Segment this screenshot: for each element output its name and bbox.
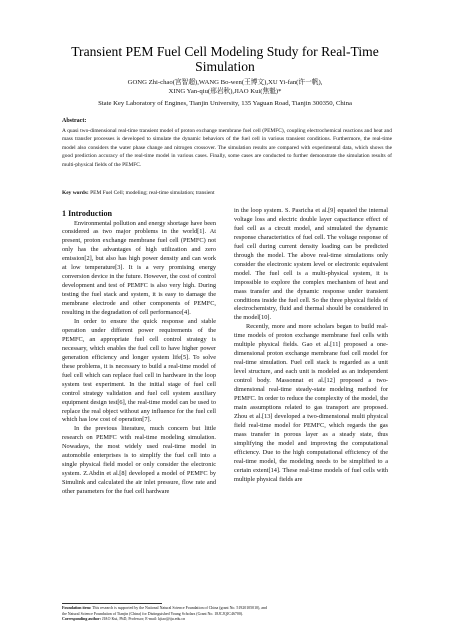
footnote-divider — [62, 603, 162, 604]
keywords-text: PEM Fuel Cell; modeling; real-time simulation; transient — [88, 190, 215, 196]
paper-title: Transient PEM Fuel Cell Modeling Study for Real-Time Simulation — [71, 44, 379, 74]
footnote-text: JIAO Kui, PhD, Professor; E-mail: kjiao@tju.edu.cn — [100, 616, 186, 622]
paragraph: in the loop system. S. Pasricha et al.[9] equated the internal voltage loss and electric double layer capacitance effect of fuel cell as a circuit model, and simulated the dynamic response characteristics of fuel cell. The voltage response of fuel cell during current density loading can be predicted through the model. The above real-time simulations only consider the electronic system level or electronic equivalent model. The fuel cell is a multi-physical system, it is impossible to explore the complex mechanism of heat and mass transfer and the dynamic response under transient conditions inside the fuel cell. So the three physical fields of electrochemistry, fluid and thermal should be considered in the model[10]. — [234, 207, 388, 322]
author-list — [40, 78, 410, 97]
affiliation: State Key Laboratory of Engines, Tianjin University, 135 Yaguan Road, Tianjin 300350, China — [98, 99, 352, 107]
author-line-2: XING Yan-qiu(邢岩秋),JIAO Kui(焦魁)* — [168, 88, 282, 96]
abstract-text: A quasi two-dimensional real-time transient model of proton exchange membrane fuel cell (PEMFC), coupling electrochemical reactions and heat and mass transfer processes is developed to simulate the dynamic behaviors of the fuel cell in various transient conditions. Furthermore, the real-time model also considers the water phase change and nitrogen crossover. The simulation results are compared with experimental data, which shows the good prediction accuracy of the real-time model in various cases. Finally, some cases are conducted to further demonstrate the simulation results of multi-physical fields of the PEMFC. — [62, 127, 392, 168]
footnote-line-2: the Natural Science Foundation of Tianjin (China) for Distinguished Young Scholars (Grant No. 18JCJQJC46700). — [62, 610, 244, 616]
right-column — [234, 207, 388, 485]
keywords-label: Key words: — [62, 190, 89, 196]
paragraph: Recently, more and more scholars began to build real-time models of proton exchange membrane fuel cells with multiple physical fields. Gao et al.[11] proposed a one-dimensional proton exchange membrane fuel cell model for real-time simulation. Fuel cell stack is regarded as a unit level structure, and each unit is modeled as an independent control body. Massonnat et al.[12] proposed a two-dimensional real-time steady-state modeling method for PEMFC. In order to reduce the complexity of the model, the main assumptions related to gas transport are proposed. Zhou et al.[13] developed a two-dimensional multi physical field real-time model for PEMFC, which regards the gas mass transfer in porous layer as a steady state, thus simplifying the model and improving the computational efficiency. Due to the high computational efficiency of the real-time model, the modeling needs to be simplified to a certain extent[14]. These real-time models of fuel cells with multiple physical fields are — [234, 323, 388, 483]
paragraph: Environmental pollution and energy shortage have been considered as two major problems in the world[1]. At present, proton exchange membrane fuel cell (PEMFC) not only has the advantages of high utilization and zero emission[2], but also has high power density and can work at low temperature[3]. It is a very promising energy conversion device in the future. However, the cost of control development and test of PEMFC is also very high. During testing the fuel stack and system, it is easy to damage the membrane electrode and other components of PEMFC, resulting in the degradation of cell performance[4]. — [62, 219, 216, 317]
keywords — [62, 189, 392, 197]
left-column — [62, 208, 216, 497]
abstract-heading: Abstract: — [62, 118, 87, 124]
section-heading-introduction: 1 Introduction — [62, 209, 112, 218]
paragraph: In the previous literature, much concern but little research on PEMFC with real-time modeling simulation. Nowadays, the most widely used real-time model in automobile enterprises is to simplify the fuel cell into a single physical field model or only consider the electronic system. Z.Abdin et al.[8] developed a model of PEMFC by Simulink and calculated the air inlet pressure, flow rate and other parameters for the fuel cell hardware — [62, 425, 216, 496]
footnote-label-foundation: Foundation item: — [62, 605, 92, 610]
footnote-text: This research is supported by the National Natural Science Foundation of China (grant No. 51920105010), and — [91, 605, 267, 610]
author-line-1: GONG Zhi-chao(宫智超),WANG Bo-wen(王博文),XU Yi-fan(许一帆), — [127, 79, 323, 86]
paragraph: In order to ensure the quick response and stable operation under different power requirements of the PEMFC, an appropriate fuel cell control strategy is necessary, which enables the fuel cell to have higher power generation efficiency and longer system life[5]. To solve these problems, it is necessary to build a real-time model of fuel cell which can replace fuel cell in hardware in the loop system test experiment. In the initial stage of fuel cell control strategy validation and fuel cell system auxiliary equipment design test[6], the real-time model can be used to replace the real object without any influence for the fuel cell which has low cost of operation[7]. — [62, 317, 216, 424]
footnote — [62, 605, 402, 622]
footnote-label-corresponding: Corresponding author: — [62, 616, 101, 622]
footnote-line-3 — [62, 616, 402, 622]
